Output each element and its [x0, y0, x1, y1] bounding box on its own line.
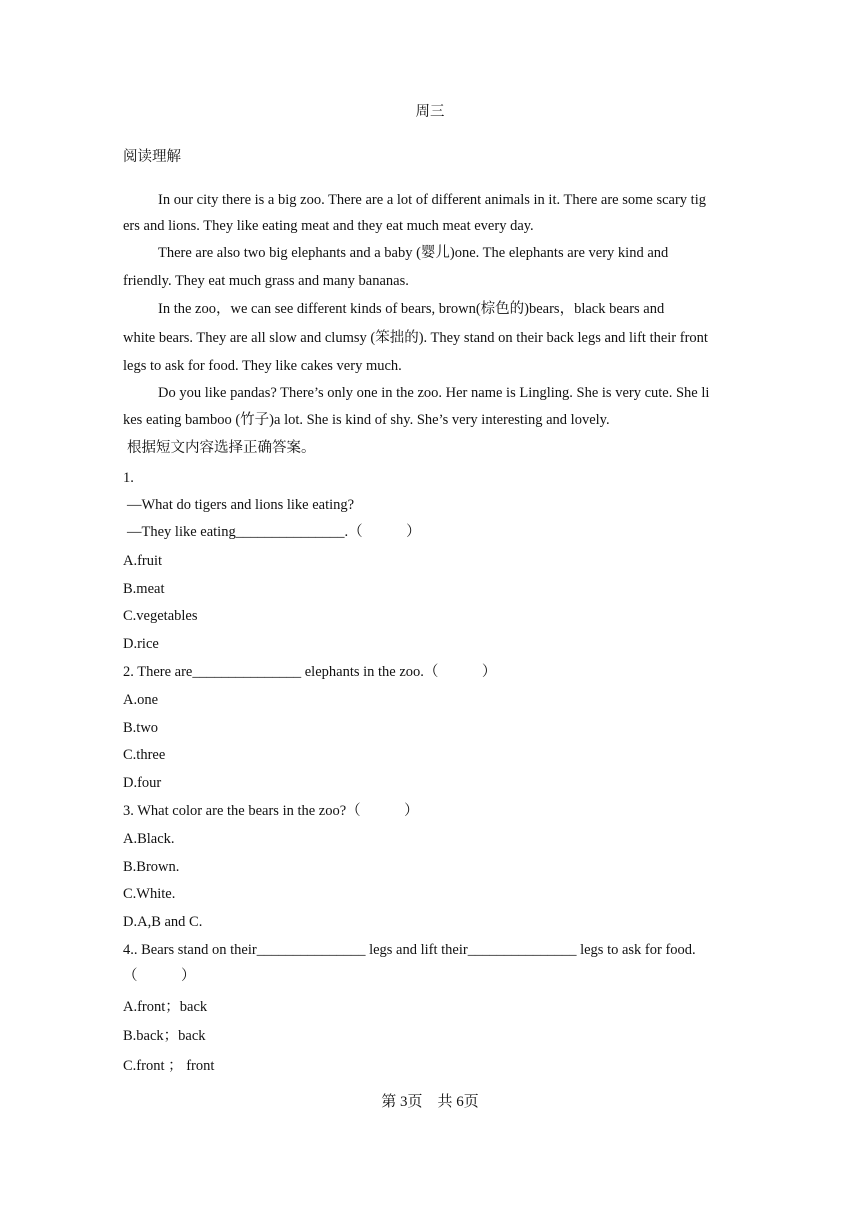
option-c: C.White.: [123, 886, 176, 902]
option-c: C.front ； front: [123, 1058, 215, 1074]
page-footer: 第 3页 共 6页: [381, 1094, 479, 1110]
question-stem: —What do tigers and lions like eating?: [127, 497, 355, 513]
passage-line: ers and lions. They like eating meat and they eat much meat every day.: [123, 218, 534, 234]
question-stem: 4.. Bears stand on their_______________ legs and lift their_______________ legs to ask for food.: [123, 942, 696, 958]
passage-line: friendly. They eat much grass and many bananas.: [123, 273, 409, 289]
page-heading: 周三: [415, 104, 445, 120]
passage-line: In our city there is a big zoo. There are a lot of different animals in it. There are some scary tig: [158, 192, 706, 208]
option-a: A.front；back: [123, 999, 208, 1015]
option-a: A.one: [123, 692, 159, 708]
option-d: D.A,B and C.: [123, 914, 203, 930]
instruction: 根据短文内容选择正确答案。: [127, 440, 316, 456]
passage-line: In the zoo，we can see different kinds of bears, brown(棕色的)bears，black bears and: [158, 301, 665, 317]
passage-line: white bears. They are all slow and clumsy (笨拙的). They stand on their back legs and lift their front: [123, 330, 708, 346]
passage-line: Do you like pandas? There’s only one in the zoo. Her name is Lingling. She is very cute. She li: [158, 385, 710, 401]
option-b: B.Brown.: [123, 859, 180, 875]
passage-line: kes eating bamboo (竹子)a lot. She is kind of shy. She’s very interesting and lovely.: [123, 412, 610, 428]
option-c: C.vegetables: [123, 608, 198, 624]
answer-blank: （ ）: [123, 968, 196, 984]
passage-line: There are also two big elephants and a baby (婴儿)one. The elephants are very kind and: [158, 245, 669, 261]
option-b: B.meat: [123, 581, 165, 597]
question-stem: 3. What color are the bears in the zoo?（ ）: [123, 803, 419, 819]
option-b: B.back；back: [123, 1028, 206, 1044]
option-d: D.four: [123, 775, 162, 791]
option-c: C.three: [123, 747, 166, 763]
question-stem: 2. There are_______________ elephants in the zoo.（ ）: [123, 664, 497, 680]
option-d: D.rice: [123, 636, 159, 652]
option-b: B.two: [123, 720, 159, 736]
passage-line: legs to ask for food. They like cakes very much.: [123, 358, 402, 374]
question-stem: —They like eating_______________.（ ）: [127, 524, 421, 540]
option-a: A.Black.: [123, 831, 175, 847]
question-number: 1.: [123, 470, 134, 486]
section-title: 阅读理解: [123, 149, 181, 165]
option-a: A.fruit: [123, 553, 163, 569]
